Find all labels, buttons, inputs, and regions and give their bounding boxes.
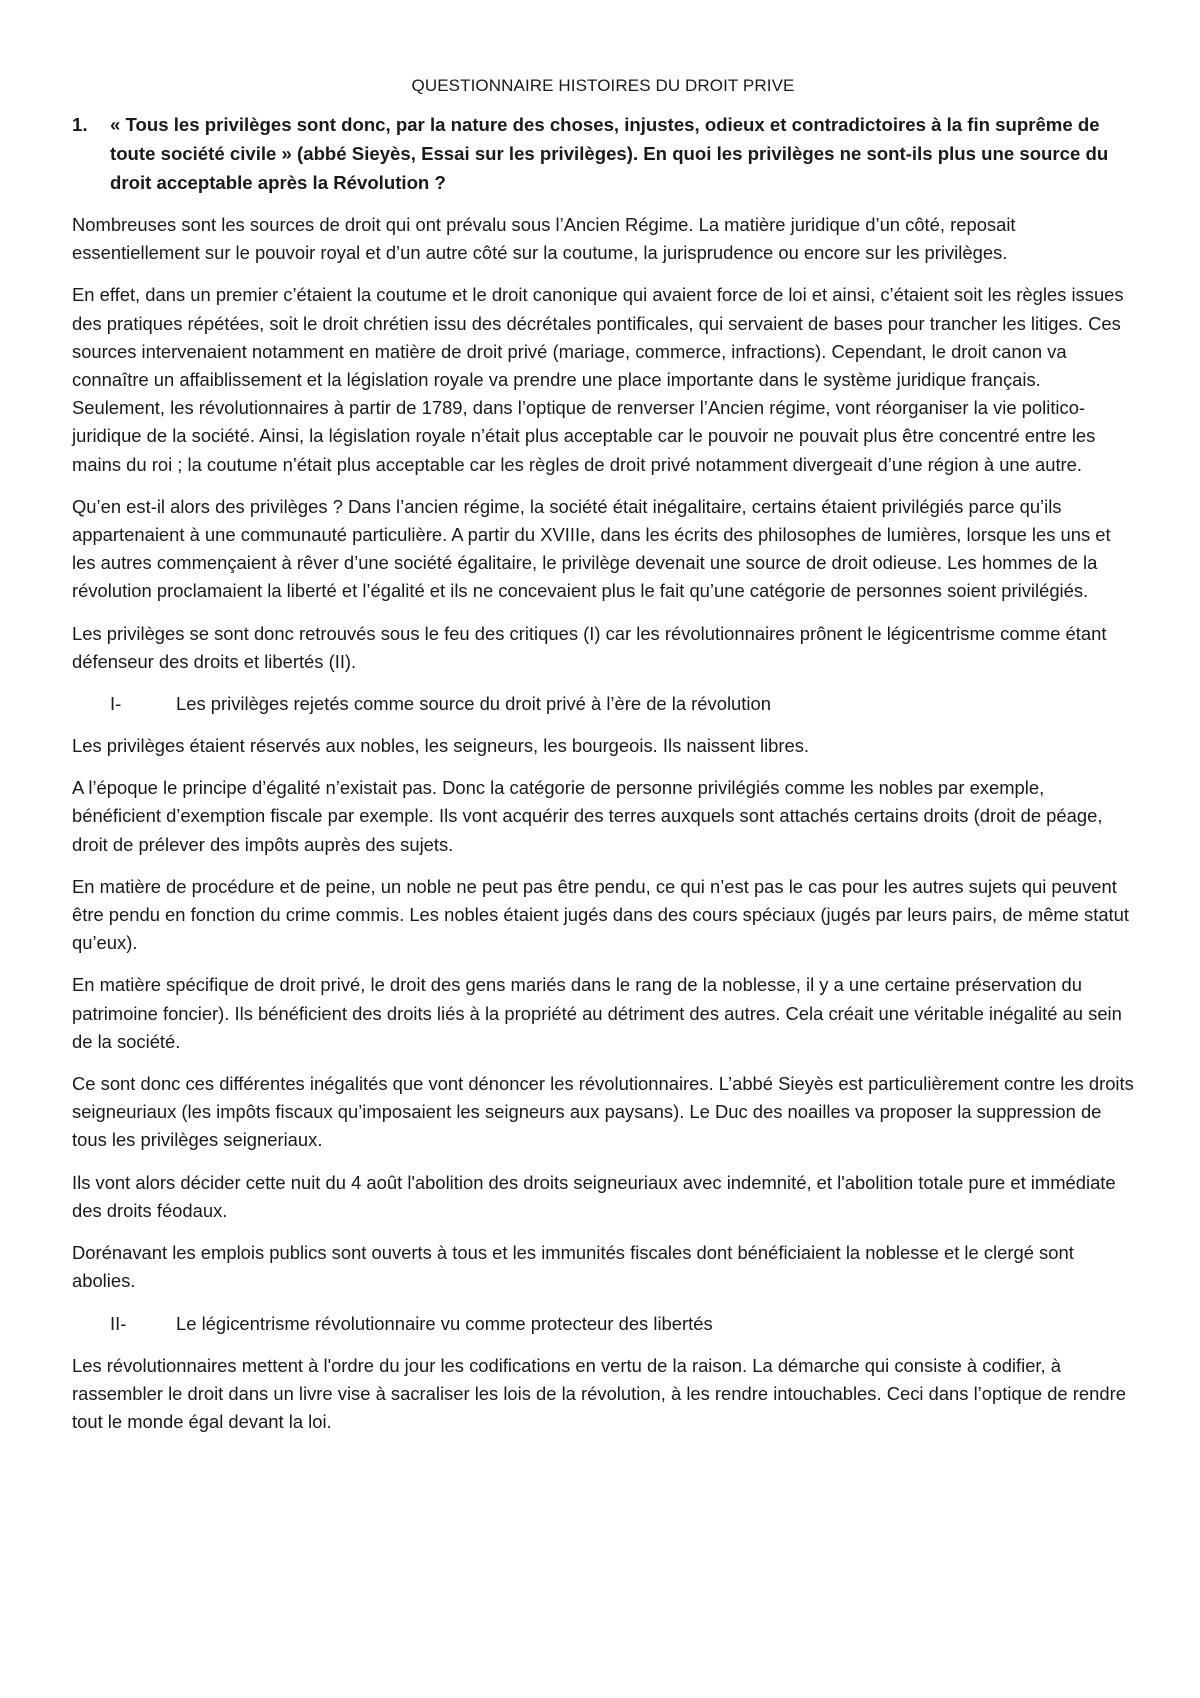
question-number: 1. (72, 114, 88, 135)
intro-paragraph: Les privilèges se sont donc retrouvés sous le feu des critiques (I) car les révolutionnaires prônent le légicentrisme comme étant défenseur des droits et libertés (II). (72, 622, 1107, 672)
section-number: II- (110, 1312, 127, 1334)
section-heading-2 (72, 1310, 1134, 1338)
body-paragraph: A l’époque le principe d’égalité n’existait pas. Donc la catégorie de personne privilégiés comme les nobles par exemple, bénéficient d’exemption fiscale par exemple. Ils vont acquérir des terres auxquels sont attachés certains droits (droit de péage, droit de prélever des impôts auprès des sujets. (72, 777, 1103, 855)
section-title: Le légicentrisme révolutionnaire vu comme protecteur des libertés (176, 1312, 713, 1334)
body-paragraph: Dorénavant les emplois publics sont ouverts à tous et les immunités fiscales dont bénéficiaient la noblesse et le clergé sont abolies. (72, 1242, 1074, 1292)
body-paragraph: En matière de procédure et de peine, un noble ne peut pas être pendu, ce qui n’est pas le cas pour les autres sujets qui peuvent être pendu en fonction du crime commis. Les nobles étaient jugés dans des cours spéciaux (jugés par leurs pairs, de même statut qu’eux). (72, 875, 1130, 954)
body-paragraph: En matière spécifique de droit privé, le droit des gens mariés dans le rang de la noblesse, il y a une certaine préservation du patrimoine foncier). Ils bénéficient des droits liés à la propriété au détriment des autres. Cela créait une véritable inégalité au sein de la société. (72, 974, 1122, 1052)
body-paragraph: Ce sont donc ces différentes inégalités que vont dénoncer les révolutionnaires. L’abbé Sieyès est particulièrement contre les droits seigneuriaux (les impôts fiscaux qu’imposaient les seigneurs aux paysans). Le Duc des noailles va proposer la suppression de tous les privilèges seigneriaux. (72, 1073, 1134, 1151)
body-paragraph: Les privilèges étaient réservés aux nobles, les seigneurs, les bourgeois. Ils naissent libres. (72, 735, 810, 757)
document-title: QUESTIONNAIRE HISTOIRES DU DROIT PRIVE (411, 76, 795, 95)
section-heading-1 (72, 690, 1134, 718)
section-number: I- (110, 693, 122, 715)
intro-paragraph: En effet, dans un premier c’étaient la coutume et le droit canonique qui avaient force de loi et ainsi, c’étaient soit les règles issues des pratiques répétées, soit le droit chrétien issu des décrétales pontificales, qui servaient de bases pour trancher les litiges. Ces sources intervenaient notamment en matière de droit privé (mariage, commerce, infractions). Cependant, le droit canon va connaître un affaiblissement et la législation royale va prendre une place importante dans le système juridique français. Seulement, les révolutionnaires à partir de 1789, dans l’optique de renverser l’Ancien régime, vont réorganiser la vie politico-juridique de la société. Ainsi, la législation royale n’était plus acceptable car le pouvoir ne pouvait plus être concentré entre les mains du roi ; la coutume n’était plus acceptable car les règles de droit privé notamment divergeait d’une région à une autre. (72, 284, 1124, 475)
section-title: Les privilèges rejetés comme source du droit privé à l’ère de la révolution (176, 693, 771, 715)
body-paragraph: Les révolutionnaires mettent à l'ordre du jour les codifications en vertu de la raison. La démarche qui consiste à codifier, à rassembler le droit dans un livre vise à sacraliser les lois de la révolution, à les rendre intouchables. Ceci dans l’optique de rendre tout le monde égal devant la loi. (72, 1354, 1126, 1432)
question-block (72, 110, 1134, 197)
body-paragraph: Ils vont alors décider cette nuit du 4 août l'abolition des droits seigneuriaux avec indemnité, et l'abolition totale pure et immédiate des droits féodaux. (72, 1171, 1116, 1221)
intro-paragraph: Nombreuses sont les sources de droit qui ont prévalu sous l’Ancien Régime. La matière juridique d’un côté, reposait essentiellement sur le pouvoir royal et d’un autre côté sur la coutume, la jurisprudence ou encore sur les privilèges. (72, 214, 1016, 264)
intro-paragraph: Qu’en est-il alors des privilèges ? Dans l’ancien régime, la société était inégalitaire, certains étaient privilégiés parce qu’ils appartenaient à une communauté particulière. A partir du XVIIIe, dans les écrits des philosophes de lumières, lorsque les uns et les autres commençaient à rêver d’une société égalitaire, le privilège devenait une source de droit odieuse. Les hommes de la révolution proclamaient la liberté et l’égalité et ils ne concevaient plus le fait qu’une catégorie de personnes soient privilégiés. (72, 495, 1111, 602)
question-text: « Tous les privilèges sont donc, par la nature des choses, injustes, odieux et contradictoires à la fin suprême de toute société civile » (abbé Sieyès, Essai sur les privilèges). En quoi les privilèges ne sont-ils plus une source du droit acceptable après la Révolution ? (110, 114, 1109, 193)
